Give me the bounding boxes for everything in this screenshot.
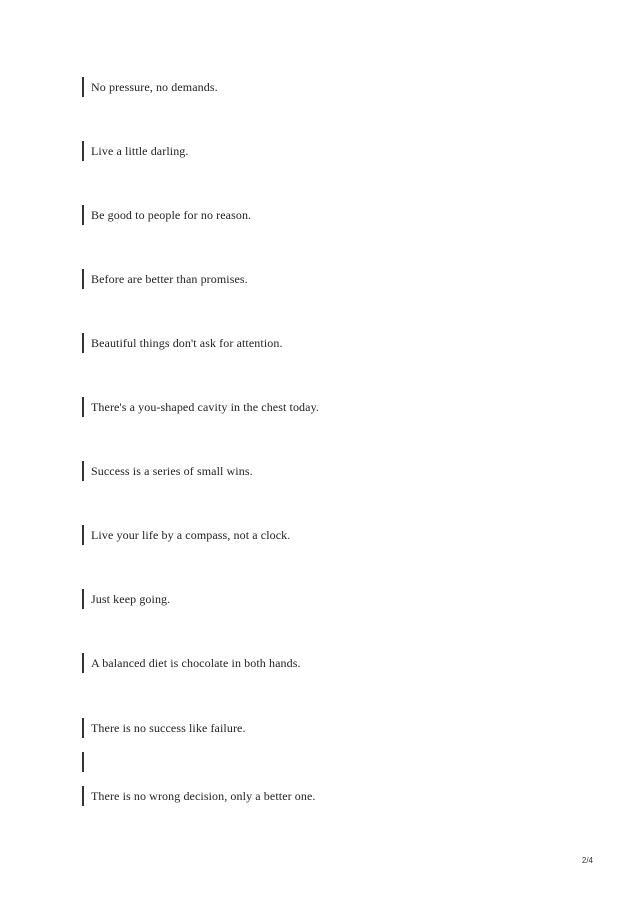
quote-item [82,653,301,673]
quote-item [82,333,283,353]
quote-text: Live your life by a compass, not a clock. [91,528,291,542]
quote-bar [82,786,84,806]
quote-item [82,269,248,289]
quote-item [82,77,218,97]
quote-item [82,786,316,806]
quote-bar [82,589,84,609]
quote-text: Be good to people for no reason. [91,208,252,222]
quote-bar [82,141,84,161]
quote-item [82,141,189,161]
quote-bar [82,269,84,289]
quote-item [82,205,251,225]
quote-text: Just keep going. [91,592,171,606]
quote-item [82,397,319,417]
quote-text: There is no wrong decision, only a better one. [91,789,316,803]
quote-text: A balanced diet is chocolate in both hands. [91,656,301,670]
quote-item [82,718,246,738]
quote-bar [82,461,84,481]
quote-bar [82,333,84,353]
quote-bar [82,525,84,545]
quote-text: Beautiful things don't ask for attention. [91,336,283,350]
quote-item-empty [82,752,91,772]
quote-text: No pressure, no demands. [91,80,218,94]
quote-bar [82,718,84,738]
quote-text: Before are better than promises. [91,272,248,286]
quote-item [82,589,170,609]
quote-bar [82,752,84,772]
quote-bar [82,653,84,673]
quote-text: There is no success like failure. [91,721,246,735]
quote-text: There's a you-shaped cavity in the chest today. [91,400,320,414]
quote-bar [82,77,84,97]
quote-bar [82,397,84,417]
quote-text: Live a little darling. [91,144,189,158]
quote-text: Success is a series of small wins. [91,464,253,478]
page-number: 2/4 [581,856,593,865]
quote-item [82,525,290,545]
quote-item [82,461,253,481]
quote-bar [82,205,84,225]
